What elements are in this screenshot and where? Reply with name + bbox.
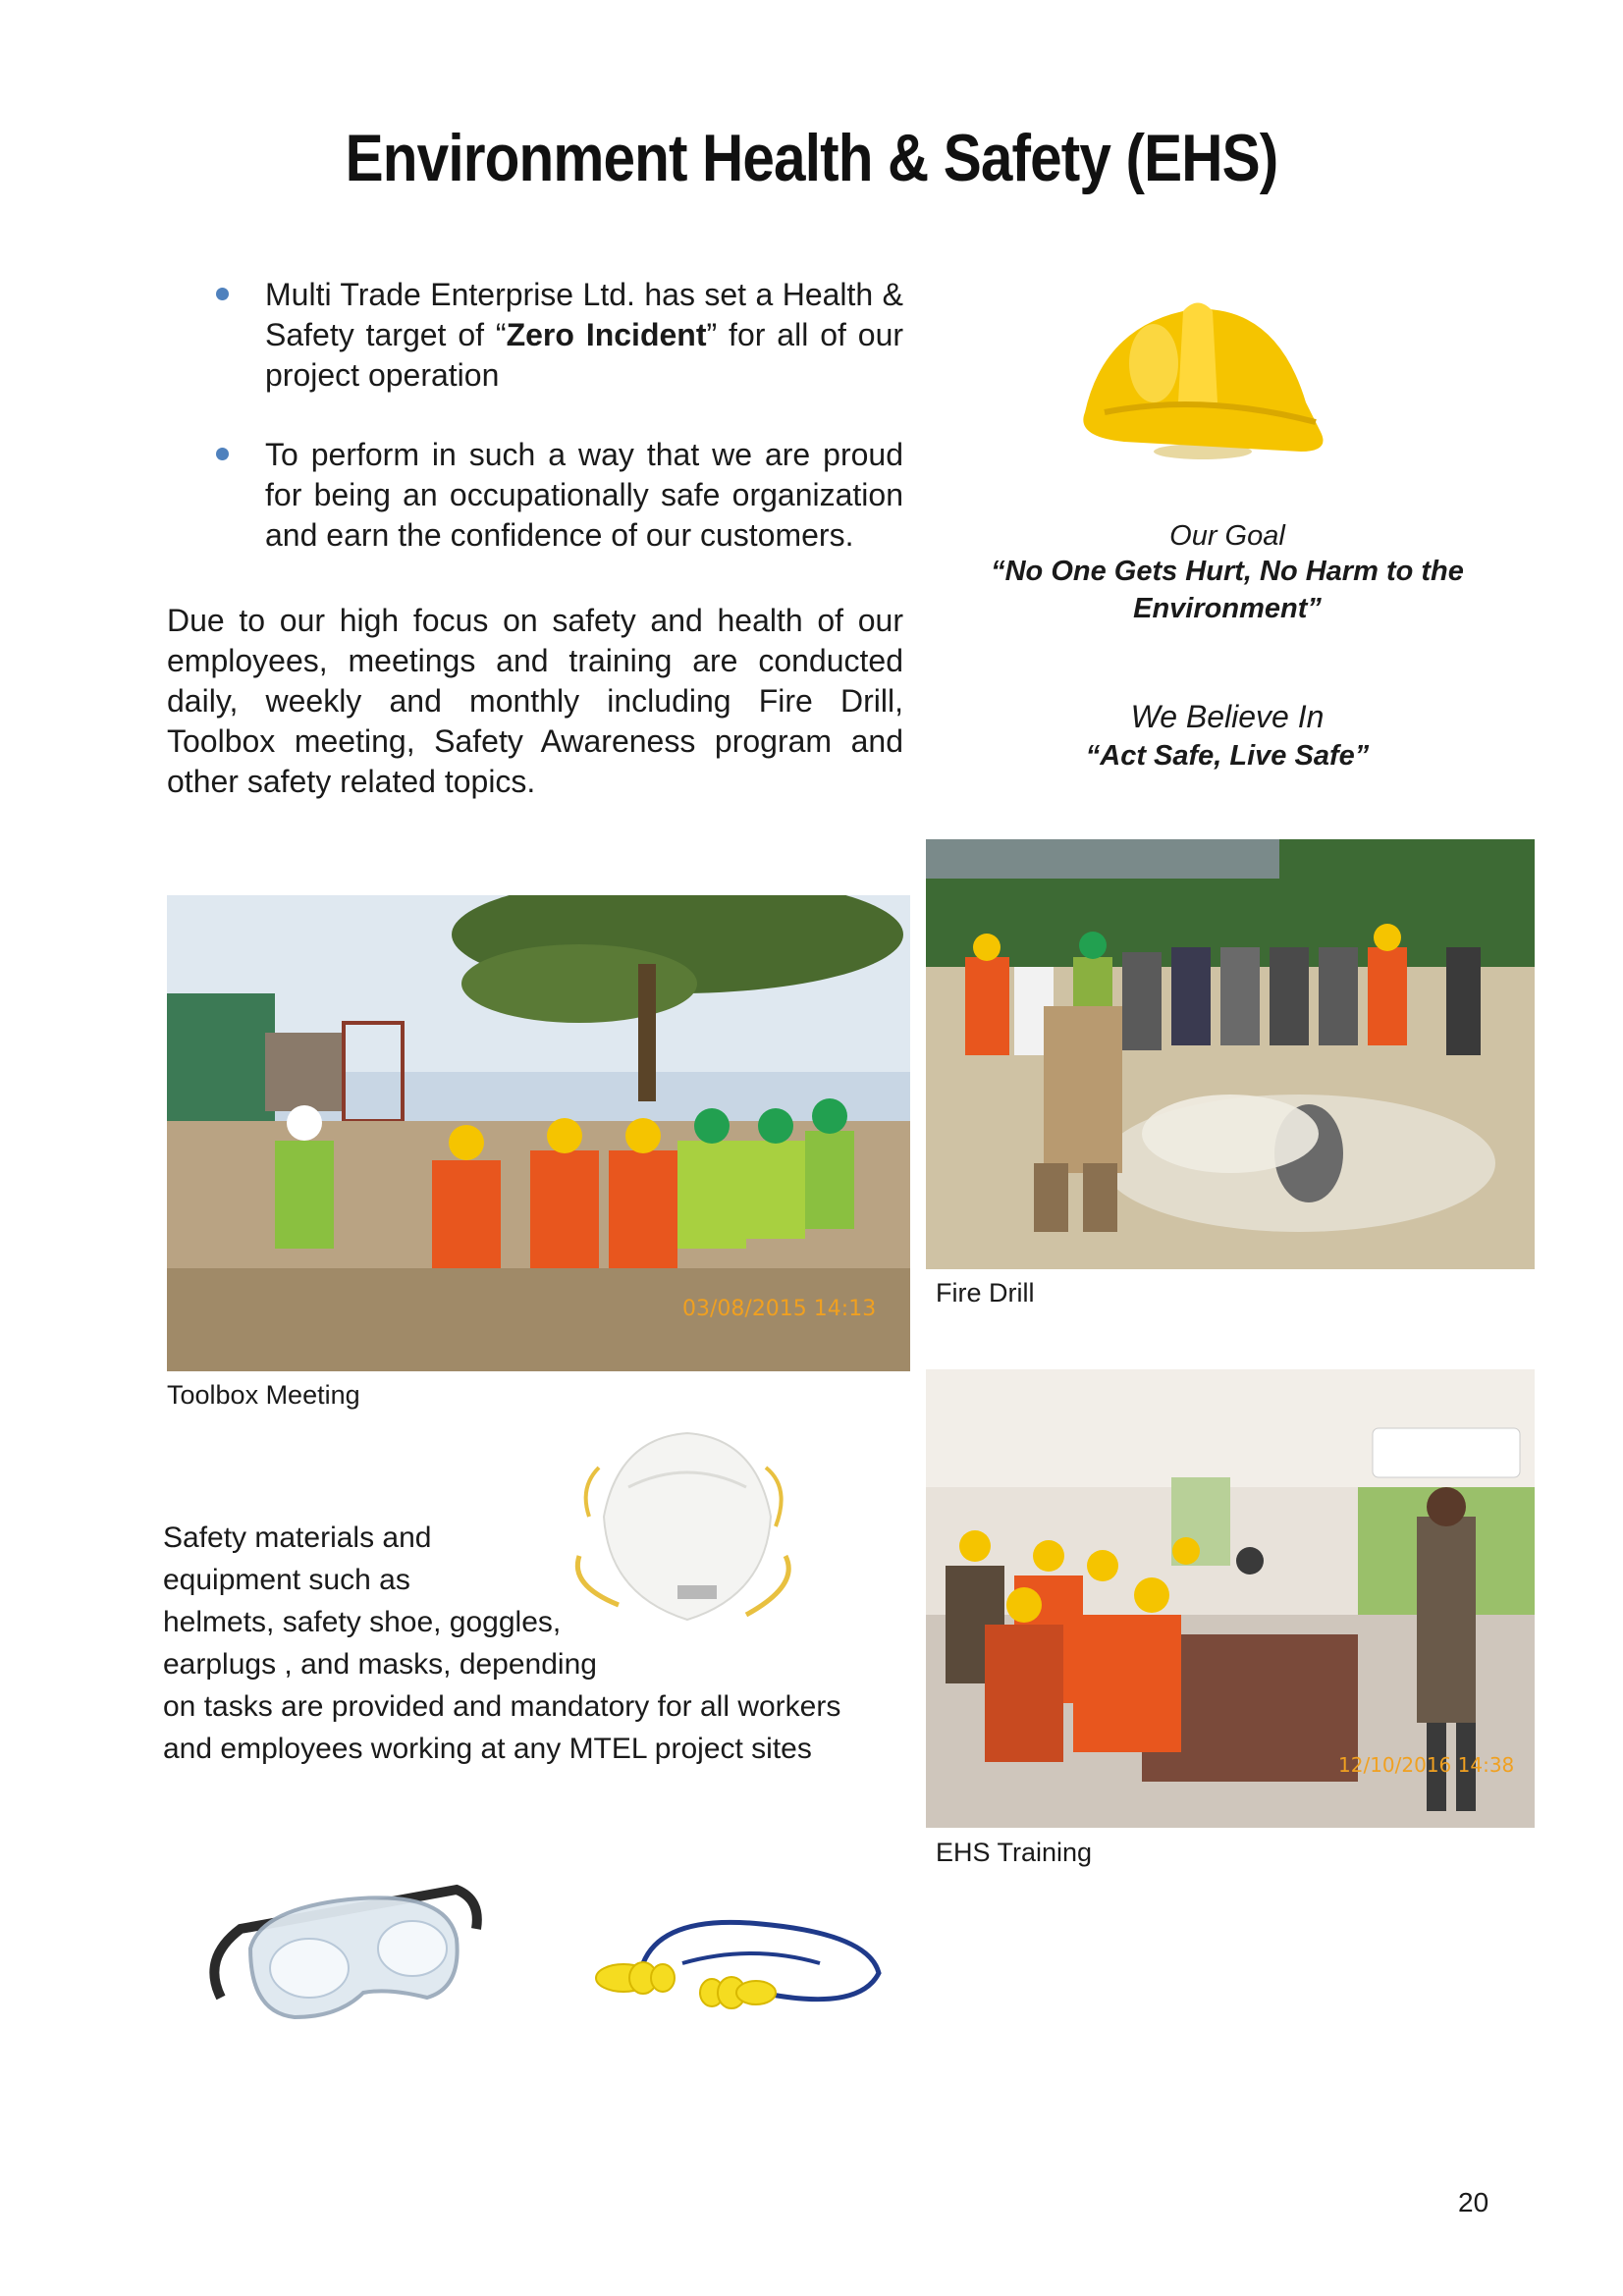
hard-hat-icon: [1065, 285, 1340, 481]
goal-text-line1: “No One Gets Hurt, No Harm to the: [991, 556, 1464, 587]
bullet-dot-icon: [216, 288, 229, 300]
belief-label: We Believe In: [1130, 699, 1325, 734]
earplugs-icon: [584, 1904, 889, 2032]
goal-label: Our Goal: [1169, 520, 1285, 552]
ehs-training-photo: [926, 1369, 1535, 1828]
toolbox-meeting-photo: [167, 895, 910, 1371]
goal-text-line2: Environment”: [1133, 593, 1322, 624]
belief-text: “Act Safe, Live Safe”: [1085, 740, 1370, 772]
bullet-dot-icon: [216, 448, 229, 460]
training-timestamp: 12/10/2016 14:38: [1338, 1753, 1515, 1777]
page-number: 20: [1458, 2187, 1489, 2217]
fire-drill-caption: Fire Drill: [936, 1278, 1035, 1308]
goggles-icon: [201, 1870, 486, 2047]
bullet-item: Multi Trade Enterprise Ltd. has set a Health & Safety target of “Zero Incident” for all of our project operation: [167, 275, 903, 396]
page-title: Environment Health & Safety (EHS): [345, 121, 1278, 195]
body-paragraph: Due to our high focus on safety and health of our employees, meetings and training are conducted daily, weekly and monthly including Fire Drill, Toolbox meeting, Safety Awareness program and other safety related topics.: [167, 603, 903, 799]
ehs-training-caption: EHS Training: [936, 1838, 1093, 1867]
safety-materials-text: Safety materials and equipment such as helmets, safety shoe, goggles, earplugs , and masks, depending on tasks are provided and mandatory for all workers and employees working at any MTEL project sites: [163, 1522, 841, 1765]
fire-drill-photo: [926, 839, 1535, 1269]
toolbox-caption: Toolbox Meeting: [167, 1380, 360, 1410]
bullet-list: [167, 275, 903, 595]
toolbox-timestamp: 03/08/2015 14:13: [682, 1297, 877, 1321]
bullet-item: To perform in such a way that we are proud for being an occupationally safe organization and earn the confidence of our customers.: [167, 435, 903, 556]
